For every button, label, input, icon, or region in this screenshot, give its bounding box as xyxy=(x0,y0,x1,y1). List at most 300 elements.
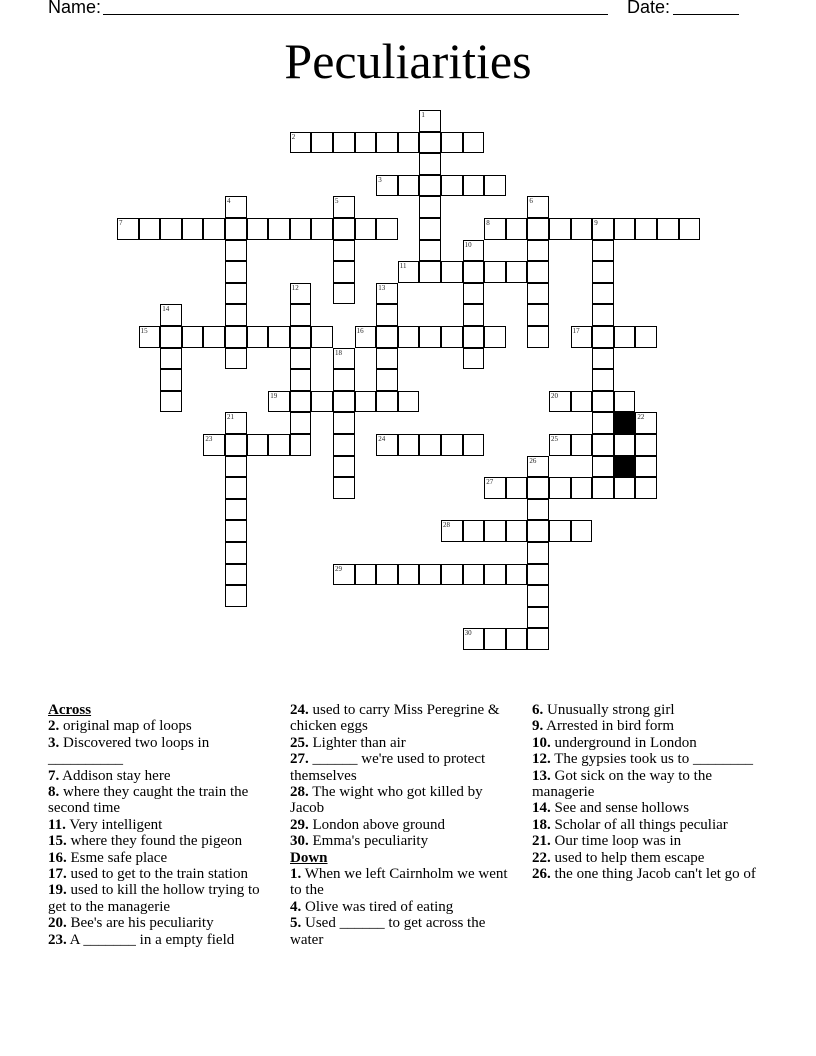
grid-cell[interactable] xyxy=(635,477,657,499)
grid-cell[interactable] xyxy=(527,456,549,478)
grid-cell[interactable] xyxy=(592,412,614,434)
clue-text: Very intelligent xyxy=(65,816,163,833)
grid-cell[interactable] xyxy=(225,348,247,370)
grid-cell[interactable] xyxy=(592,348,614,370)
across-clue xyxy=(48,850,273,866)
grid-cell[interactable] xyxy=(268,434,290,456)
grid-cell[interactable] xyxy=(333,283,355,305)
clue-text: London above ground xyxy=(308,816,445,833)
clue-number: 3. xyxy=(48,734,60,751)
across-clue xyxy=(48,833,273,849)
clue-number: 5. xyxy=(290,915,302,932)
clue-text: Discovered two loops in __________ xyxy=(48,734,210,768)
grid-cell[interactable] xyxy=(592,326,614,348)
grid-cell[interactable] xyxy=(225,456,247,478)
clue-text: Used ______ to get across the water xyxy=(290,915,486,948)
page-title: Peculiarities xyxy=(284,33,532,89)
grid-cell[interactable] xyxy=(484,520,506,542)
clue-number: 18. xyxy=(532,816,551,833)
grid-cell[interactable] xyxy=(592,369,614,391)
grid-cell[interactable] xyxy=(225,283,247,305)
clue-number: 21. xyxy=(532,833,551,850)
crossword-grid xyxy=(117,110,717,670)
grid-cell[interactable] xyxy=(419,196,441,218)
grid-cell[interactable] xyxy=(506,261,528,283)
grid-cell[interactable] xyxy=(376,564,398,586)
black-cell xyxy=(614,412,636,434)
grid-cell[interactable] xyxy=(527,628,549,650)
grid-cell[interactable] xyxy=(182,326,204,348)
grid-cell[interactable] xyxy=(527,564,549,586)
grid-cell[interactable] xyxy=(225,542,247,564)
grid-cell[interactable] xyxy=(139,326,161,348)
down-clue xyxy=(290,899,515,915)
grid-cell[interactable] xyxy=(635,434,657,456)
clue-number: 2. xyxy=(48,718,60,735)
down-heading: Down xyxy=(290,849,328,866)
grid-cell[interactable] xyxy=(139,218,161,240)
grid-cell[interactable] xyxy=(549,218,571,240)
grid-cell[interactable] xyxy=(549,477,571,499)
grid-cell[interactable] xyxy=(225,564,247,586)
grid-cell[interactable] xyxy=(527,261,549,283)
clue-number: 7. xyxy=(48,767,60,784)
grid-cell[interactable] xyxy=(290,348,312,370)
grid-cell[interactable] xyxy=(160,391,182,413)
clue-number: 13 xyxy=(378,283,386,292)
clue-text: where they caught the train the second time xyxy=(48,784,249,817)
down-clue xyxy=(532,751,762,767)
grid-cell[interactable] xyxy=(527,196,549,218)
grid-cell[interactable] xyxy=(290,132,312,154)
grid-cell[interactable] xyxy=(527,283,549,305)
grid-cell[interactable] xyxy=(268,218,290,240)
clue-number: 20 xyxy=(551,391,558,400)
date-field-line[interactable] xyxy=(673,14,739,15)
grid-cell[interactable] xyxy=(225,240,247,262)
grid-cell[interactable] xyxy=(203,326,225,348)
clue-number: 8. xyxy=(48,784,60,801)
clue-number: 1. xyxy=(290,866,302,883)
grid-cell[interactable] xyxy=(463,628,485,650)
grid-cell[interactable] xyxy=(225,196,247,218)
clue-number: 19. xyxy=(48,882,67,899)
grid-cell[interactable] xyxy=(592,456,614,478)
grid-cell[interactable] xyxy=(549,434,571,456)
grid-cell[interactable] xyxy=(355,391,377,413)
grid-cell[interactable] xyxy=(268,326,290,348)
clue-text: used to get to the train station xyxy=(66,866,248,883)
clue-number: 27 xyxy=(486,478,494,487)
grid-cell[interactable] xyxy=(657,218,679,240)
across-clue xyxy=(48,735,273,768)
grid-cell[interactable] xyxy=(311,218,333,240)
clue-text: the one thing Jacob can't let go of xyxy=(550,866,756,883)
grid-cell[interactable] xyxy=(484,218,506,240)
grid-cell[interactable] xyxy=(463,132,485,154)
clue-text: Unusually strong girl xyxy=(543,702,675,718)
clue-number: 2 xyxy=(291,132,296,141)
grid-cell[interactable] xyxy=(419,434,441,456)
clue-number: 23. xyxy=(48,931,67,948)
grid-cell[interactable] xyxy=(419,153,441,175)
grid-cell[interactable] xyxy=(527,499,549,521)
grid-cell[interactable] xyxy=(484,261,506,283)
grid-cell[interactable] xyxy=(398,391,420,413)
grid-cell[interactable] xyxy=(614,477,636,499)
name-label: Name: xyxy=(48,0,102,17)
down-clue xyxy=(532,866,762,882)
clue-text: used to help them escape xyxy=(550,849,705,866)
grid-cell[interactable] xyxy=(571,391,593,413)
across-clue xyxy=(48,817,273,833)
grid-cell[interactable] xyxy=(571,218,593,240)
grid-cell[interactable] xyxy=(614,326,636,348)
grid-cell[interactable] xyxy=(376,132,398,154)
grid-cell[interactable] xyxy=(614,218,636,240)
grid-cell[interactable] xyxy=(592,218,614,240)
grid-cell[interactable] xyxy=(484,175,506,197)
grid-cell[interactable] xyxy=(376,304,398,326)
grid-cell[interactable] xyxy=(441,564,463,586)
grid-cell[interactable] xyxy=(225,434,247,456)
grid-cell[interactable] xyxy=(333,391,355,413)
clue-number: 29. xyxy=(290,816,309,833)
grid-cell[interactable] xyxy=(527,304,549,326)
grid-cell[interactable] xyxy=(484,477,506,499)
clue-number: 29 xyxy=(335,564,342,573)
clue-number: 1 xyxy=(421,111,425,119)
clue-number: 28. xyxy=(290,784,309,801)
grid-cell[interactable] xyxy=(592,283,614,305)
across-clue xyxy=(48,784,273,817)
down-clue xyxy=(290,915,515,948)
down-clue xyxy=(532,817,762,833)
grid-cell[interactable] xyxy=(311,326,333,348)
grid-cell[interactable] xyxy=(484,628,506,650)
clue-number: 8 xyxy=(486,219,490,227)
clue-number: 6. xyxy=(532,702,544,718)
grid-cell[interactable] xyxy=(614,391,636,413)
grid-cell[interactable] xyxy=(441,520,463,542)
clues-column-1 xyxy=(48,702,273,948)
clue-number: 18 xyxy=(335,348,342,357)
clue-number: 27. xyxy=(290,751,309,768)
grid-cell[interactable] xyxy=(333,434,355,456)
grid-cell[interactable] xyxy=(441,261,463,283)
grid-cell[interactable] xyxy=(333,477,355,499)
clue-text: See and sense hollows xyxy=(550,800,690,817)
grid-cell[interactable] xyxy=(333,196,355,218)
grid-cell[interactable] xyxy=(247,326,269,348)
grid-cell[interactable] xyxy=(376,434,398,456)
clue-number: 4 xyxy=(227,197,231,206)
clue-number: 11. xyxy=(48,816,66,833)
clue-number: 16. xyxy=(48,849,67,866)
grid-cell[interactable] xyxy=(225,261,247,283)
grid-cell[interactable] xyxy=(463,261,485,283)
grid-cell[interactable] xyxy=(160,348,182,370)
grid-cell[interactable] xyxy=(463,564,485,586)
grid-cell[interactable] xyxy=(333,369,355,391)
grid-cell[interactable] xyxy=(333,240,355,262)
across-clue xyxy=(290,784,515,817)
grid-cell[interactable] xyxy=(419,564,441,586)
grid-cell[interactable] xyxy=(592,261,614,283)
grid-cell[interactable] xyxy=(333,261,355,283)
clue-number: 11 xyxy=(399,262,407,271)
grid-cell[interactable] xyxy=(290,283,312,305)
grid-cell[interactable] xyxy=(506,564,528,586)
clue-text: Esme safe place xyxy=(66,849,168,866)
grid-cell[interactable] xyxy=(355,132,377,154)
grid-cell[interactable] xyxy=(398,175,420,197)
grid-cell[interactable] xyxy=(160,304,182,326)
grid-cell[interactable] xyxy=(355,218,377,240)
grid-cell[interactable] xyxy=(441,132,463,154)
grid-cell[interactable] xyxy=(506,520,528,542)
down-clue xyxy=(532,718,762,734)
grid-cell[interactable] xyxy=(160,218,182,240)
clue-text: used to kill the hollow trying to get to the managerie xyxy=(48,882,260,915)
clue-number: 5 xyxy=(335,197,339,206)
grid-cell[interactable] xyxy=(225,218,247,240)
grid-cell[interactable] xyxy=(247,434,269,456)
clue-number: 9 xyxy=(594,219,598,227)
grid-cell[interactable] xyxy=(592,434,614,456)
grid-cell[interactable] xyxy=(592,304,614,326)
grid-cell[interactable] xyxy=(419,326,441,348)
grid-cell[interactable] xyxy=(311,391,333,413)
clue-text: The gypsies took us to ________ xyxy=(550,751,753,768)
grid-cell[interactable] xyxy=(398,261,420,283)
grid-cell[interactable] xyxy=(527,542,549,564)
grid-cell[interactable] xyxy=(398,132,420,154)
grid-cell[interactable] xyxy=(376,283,398,305)
clue-number: 7 xyxy=(119,219,123,227)
grid-cell[interactable] xyxy=(290,412,312,434)
date-label: Date: xyxy=(627,0,671,17)
across-clue xyxy=(48,915,273,931)
grid-cell[interactable] xyxy=(527,477,549,499)
grid-cell[interactable] xyxy=(506,477,528,499)
clue-number: 3 xyxy=(378,175,382,184)
down-clue xyxy=(532,702,762,718)
clue-text: original map of loops xyxy=(59,718,192,735)
grid-cell[interactable] xyxy=(355,564,377,586)
grid-cell[interactable] xyxy=(506,218,528,240)
grid-cell[interactable] xyxy=(527,218,549,240)
grid-cell[interactable] xyxy=(376,348,398,370)
grid-cell[interactable] xyxy=(484,564,506,586)
grid-cell[interactable] xyxy=(225,477,247,499)
clue-number: 4. xyxy=(290,898,302,915)
grid-cell[interactable] xyxy=(463,240,485,262)
name-field-line[interactable] xyxy=(103,14,608,15)
clue-text: where they found the pigeon xyxy=(66,833,243,850)
grid-cell[interactable] xyxy=(635,456,657,478)
grid-cell[interactable] xyxy=(463,434,485,456)
clue-text: Scholar of all things peculiar xyxy=(550,816,728,833)
grid-cell[interactable] xyxy=(225,585,247,607)
grid-cell[interactable] xyxy=(463,304,485,326)
grid-cell[interactable] xyxy=(463,348,485,370)
clues-column-3 xyxy=(532,702,762,882)
grid-cell[interactable] xyxy=(225,520,247,542)
grid-cell[interactable] xyxy=(571,326,593,348)
grid-cell[interactable] xyxy=(527,607,549,629)
clue-number: 12 xyxy=(291,283,299,292)
clue-number: 24 xyxy=(378,435,386,443)
grid-cell[interactable] xyxy=(290,304,312,326)
grid-cell[interactable] xyxy=(290,434,312,456)
grid-cell[interactable] xyxy=(376,175,398,197)
grid-cell[interactable] xyxy=(333,348,355,370)
grid-cell[interactable] xyxy=(419,240,441,262)
grid-cell[interactable] xyxy=(679,218,701,240)
grid-cell[interactable] xyxy=(441,434,463,456)
clue-number: 30 xyxy=(464,629,472,638)
grid-cell[interactable] xyxy=(419,175,441,197)
grid-cell[interactable] xyxy=(182,218,204,240)
grid-cell[interactable] xyxy=(419,218,441,240)
clue-number: 6 xyxy=(529,197,533,206)
across-clue xyxy=(290,833,515,849)
clue-text: used to carry Miss Peregrine & chicken eggs xyxy=(290,702,500,735)
grid-cell[interactable] xyxy=(376,391,398,413)
grid-cell[interactable] xyxy=(463,175,485,197)
grid-cell[interactable] xyxy=(527,240,549,262)
grid-cell[interactable] xyxy=(225,326,247,348)
grid-cell[interactable] xyxy=(290,218,312,240)
grid-cell[interactable] xyxy=(549,391,571,413)
down-clue xyxy=(532,800,762,816)
clue-number: 25 xyxy=(551,435,558,443)
clues-column-2 xyxy=(290,702,515,948)
grid-cell[interactable] xyxy=(419,261,441,283)
grid-cell[interactable] xyxy=(592,240,614,262)
grid-cell[interactable] xyxy=(333,218,355,240)
grid-cell[interactable] xyxy=(635,326,657,348)
clue-number: 10 xyxy=(464,240,472,249)
clue-text: Arrested in bird form xyxy=(543,718,675,735)
grid-cell[interactable] xyxy=(506,628,528,650)
clue-number: 20. xyxy=(48,915,67,932)
across-clue xyxy=(48,718,273,734)
clue-text: ______ we're used to protect themselves xyxy=(290,751,486,784)
down-clue xyxy=(532,850,762,866)
grid-cell[interactable] xyxy=(225,304,247,326)
grid-cell[interactable] xyxy=(484,326,506,348)
grid-cell[interactable] xyxy=(571,434,593,456)
across-clue xyxy=(48,932,273,948)
grid-cell[interactable] xyxy=(376,326,398,348)
grid-cell[interactable] xyxy=(290,391,312,413)
grid-cell[interactable] xyxy=(355,326,377,348)
grid-cell[interactable] xyxy=(571,477,593,499)
clue-number: 19 xyxy=(270,391,278,400)
grid-cell[interactable] xyxy=(527,326,549,348)
grid-cell[interactable] xyxy=(333,132,355,154)
grid-cell[interactable] xyxy=(376,218,398,240)
grid-cell[interactable] xyxy=(203,218,225,240)
clue-number: 14 xyxy=(162,305,170,314)
grid-cell[interactable] xyxy=(635,218,657,240)
grid-cell[interactable] xyxy=(333,456,355,478)
clue-text: A _______ in a empty field xyxy=(66,931,235,948)
across-clue xyxy=(48,866,273,882)
clue-number: 28 xyxy=(443,521,450,530)
down-clue xyxy=(532,768,762,801)
grid-cell[interactable] xyxy=(571,520,593,542)
clue-text: Addison stay here xyxy=(59,767,171,784)
clue-text: Emma's peculiarity xyxy=(308,833,429,850)
grid-cell[interactable] xyxy=(463,520,485,542)
clue-number: 10. xyxy=(532,734,551,751)
grid-cell[interactable] xyxy=(160,369,182,391)
clue-number: 21 xyxy=(227,413,234,422)
grid-cell[interactable] xyxy=(527,585,549,607)
grid-cell[interactable] xyxy=(592,477,614,499)
clue-number: 23 xyxy=(205,435,213,443)
grid-cell[interactable] xyxy=(290,369,312,391)
grid-cell[interactable] xyxy=(398,434,420,456)
clue-number: 22 xyxy=(637,413,645,422)
grid-cell[interactable] xyxy=(225,412,247,434)
clue-number: 14. xyxy=(532,800,551,817)
grid-cell[interactable] xyxy=(419,110,441,132)
grid-cell[interactable] xyxy=(441,326,463,348)
grid-cell[interactable] xyxy=(592,391,614,413)
clue-text: Our time loop was in xyxy=(550,833,682,850)
grid-cell[interactable] xyxy=(549,520,571,542)
grid-cell[interactable] xyxy=(463,326,485,348)
clue-number: 26 xyxy=(529,456,537,465)
clue-number: 16 xyxy=(356,327,364,335)
across-clue xyxy=(290,735,515,751)
clue-number: 30. xyxy=(290,833,309,850)
grid-cell[interactable] xyxy=(398,564,420,586)
down-clue xyxy=(290,866,515,899)
clue-number: 13. xyxy=(532,767,551,784)
grid-cell[interactable] xyxy=(635,412,657,434)
grid-cell[interactable] xyxy=(160,326,182,348)
grid-cell[interactable] xyxy=(398,326,420,348)
grid-cell[interactable] xyxy=(333,412,355,434)
clue-number: 24. xyxy=(290,702,309,718)
down-clue xyxy=(532,735,762,751)
grid-cell[interactable] xyxy=(268,391,290,413)
grid-cell[interactable] xyxy=(419,132,441,154)
grid-cell[interactable] xyxy=(527,520,549,542)
clue-text: When we left Cairnholm we went to the xyxy=(290,866,508,899)
grid-cell[interactable] xyxy=(203,434,225,456)
grid-cell[interactable] xyxy=(614,434,636,456)
grid-cell[interactable] xyxy=(225,499,247,521)
grid-cell[interactable] xyxy=(117,218,139,240)
clue-number: 26. xyxy=(532,866,551,883)
grid-cell[interactable] xyxy=(290,326,312,348)
grid-cell[interactable] xyxy=(463,283,485,305)
grid-cell[interactable] xyxy=(376,369,398,391)
clue-number: 17. xyxy=(48,866,67,883)
grid-cell[interactable] xyxy=(247,218,269,240)
across-clue xyxy=(290,817,515,833)
grid-cell[interactable] xyxy=(311,132,333,154)
grid-cell[interactable] xyxy=(333,564,355,586)
clue-number: 17 xyxy=(572,327,580,335)
grid-cell[interactable] xyxy=(441,175,463,197)
